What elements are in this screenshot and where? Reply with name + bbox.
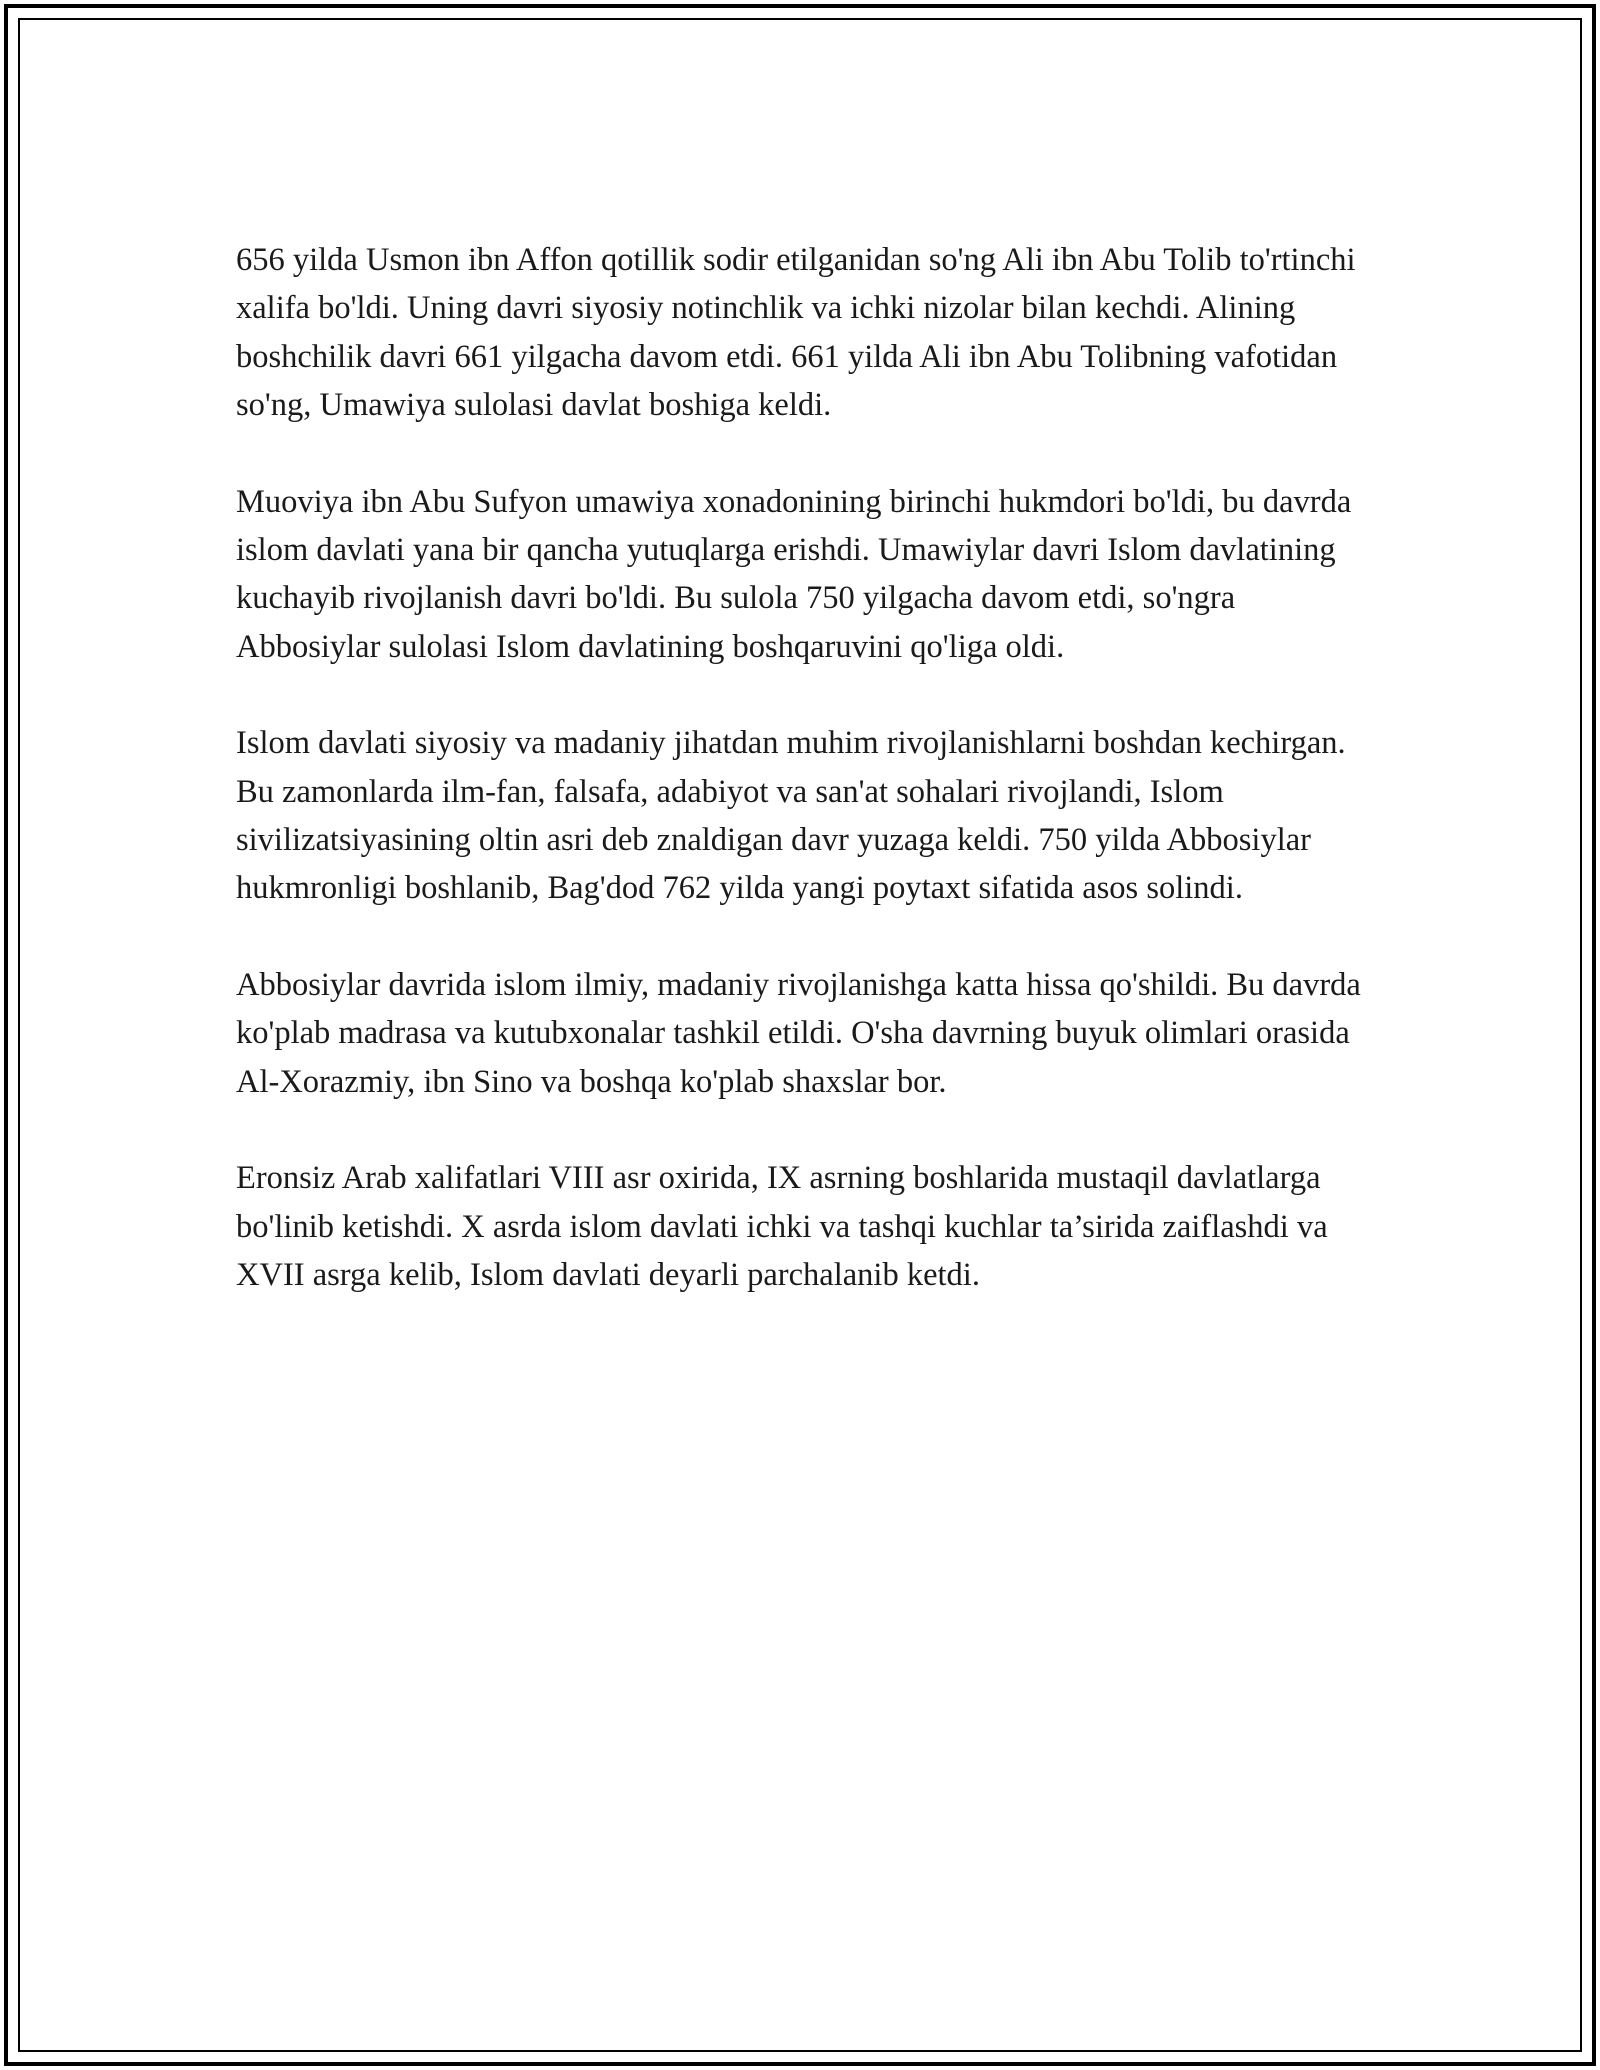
document-body bbox=[236, 236, 1376, 1348]
paragraph-3: Islom davlati siyosiy va madaniy jihatdan muhim rivojlanishlarni boshdan kechirgan. Bu zamonlarda ilm-fan, falsafa, adabiyot va san'at sohalari rivojlandi, Islom sivilizatsiyasining oltin asri deb znaldigan davr yuzaga keldi. 750 yilda Abbosiylar hukmronligi boshlanib, Bag'dod 762 yilda yangi poytaxt sifatida asos solindi. bbox=[236, 725, 1346, 907]
paragraph-5: Eronsiz Arab xalifatlari VIII asr oxirida, IX asrning boshlarida mustaqil davlatlarga bo'linib ketishdi. X asrda islom davlati ichki va tashqi kuchlar ta’sirida zaiflashdi va XVII asrga kelib, Islom davlati deyarli parchalanib ketdi. bbox=[236, 1160, 1328, 1294]
paragraph-4: Abbosiylar davrida islom ilmiy, madaniy rivojlanishga katta hissa qo'shildi. Bu davrda ko'plab madrasa va kutubxonalar tashkil etildi. O'sha davrning buyuk olimlari orasida Al-Xorazmiy, ibn Sino va boshqa ko'plab shaxslar bor. bbox=[236, 967, 1361, 1100]
paragraph-1: 656 yilda Usmon ibn Affon qotillik sodir etilganidan so'ng Ali ibn Abu Tolib to'rtinchi xalifa bo'ldi. Uning davri siyosiy notinchlik va ichki nizolar bilan kechdi. Alining boshchilik davri 661 yilgacha davom etdi. 661 yilda Ali ibn Abu Tolibning vafotidan so'ng, Umawiya sulolasi davlat boshiga keldi. bbox=[236, 242, 1356, 423]
paragraph-2: Muoviya ibn Abu Sufyon umawiya xonadonining birinchi hukmdori bo'ldi, bu davrda islom davlati yana bir qancha yutuqlarga erishdi. Umawiylar davri Islom davlatining kuchayib rivojlanish davri bo'ldi. Bu sulola 750 yilgacha davom etdi, so'ngra Abbosiylar sulolasi Islom davlatining boshqaruvini qo'liga oldi. bbox=[236, 483, 1352, 665]
